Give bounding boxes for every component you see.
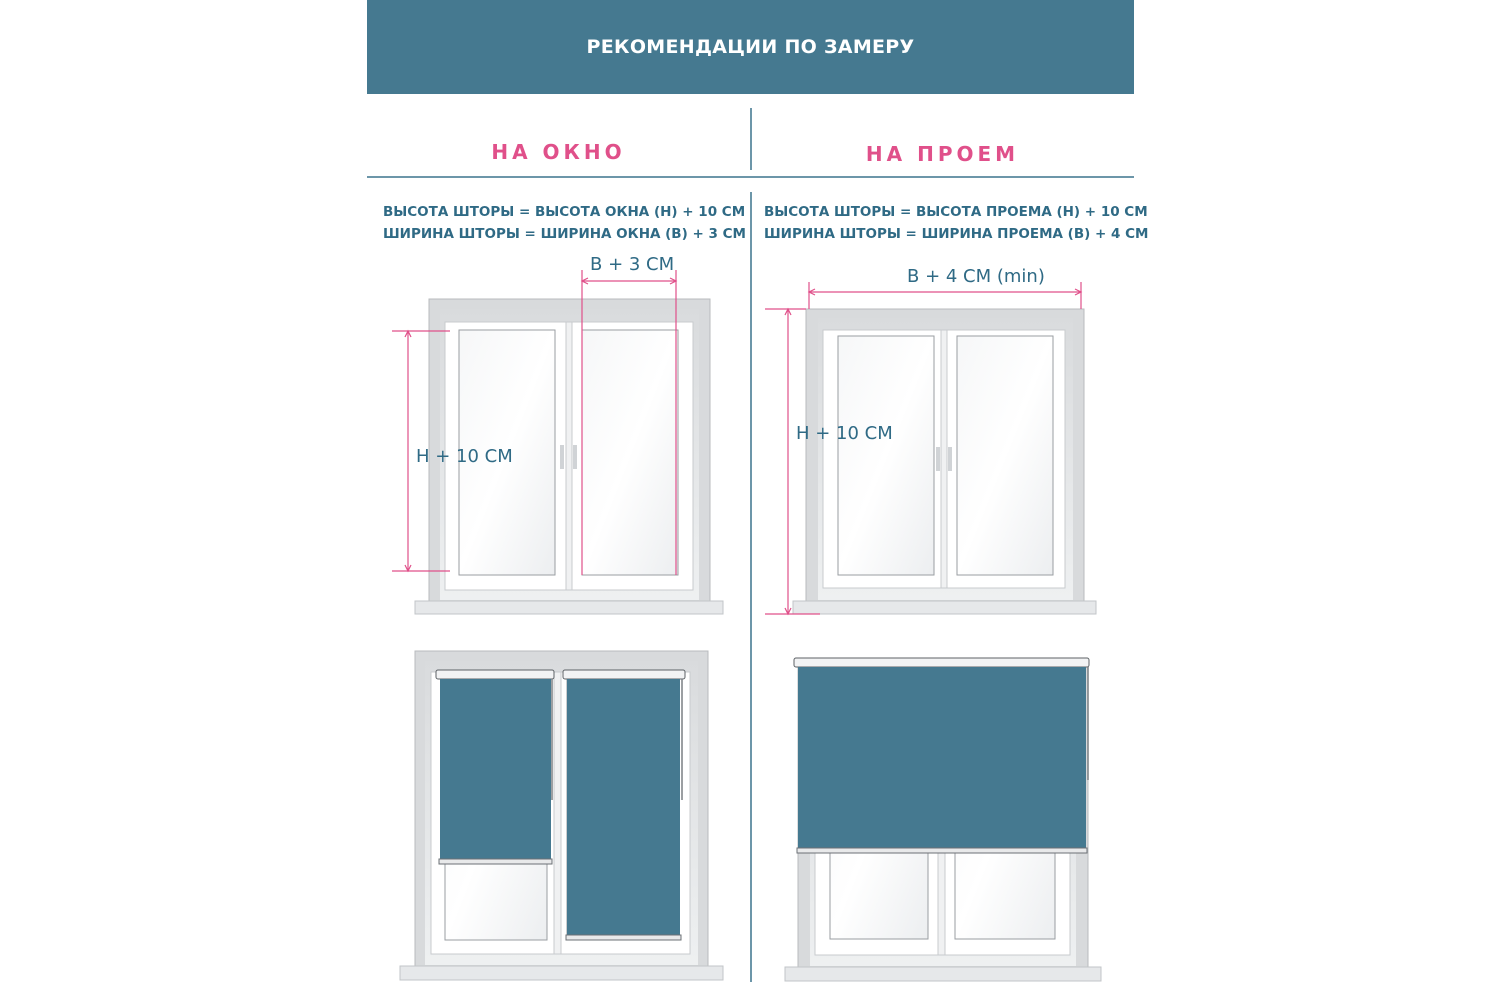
left-width-label: В + 3 СМ (590, 254, 675, 275)
left-formula-height: ВЫСОТА ШТОРЫ = ВЫСОТА ОКНА (Н) + 10 СМ (383, 204, 746, 220)
page-title: РЕКОМЕНДАЦИИ ПО ЗАМЕРУ (586, 36, 915, 58)
right-width-label: В + 4 СМ (min) (907, 266, 1045, 287)
right-height-label: Н + 10 СМ (796, 423, 893, 444)
left-height-label: Н + 10 СМ (416, 446, 513, 467)
blind-left-sash (436, 670, 554, 864)
left-formula-width: ШИРИНА ШТОРЫ = ШИРИНА ОКНА (В) + 3 СМ (383, 226, 746, 242)
right-column-title: НА ПРОЕМ (865, 142, 1020, 166)
blind-right-sash (563, 670, 685, 940)
blind-opening (794, 658, 1089, 853)
right-formula-width: ШИРИНА ШТОРЫ = ШИРИНА ПРОЕМА (В) + 4 СМ (764, 226, 1149, 242)
right-formula-height: ВЫСОТА ШТОРЫ = ВЫСОТА ПРОЕМА (Н) + 10 СМ (764, 204, 1148, 220)
left-column-title: НА ОКНО (491, 140, 626, 164)
window-right-top (793, 309, 1096, 614)
